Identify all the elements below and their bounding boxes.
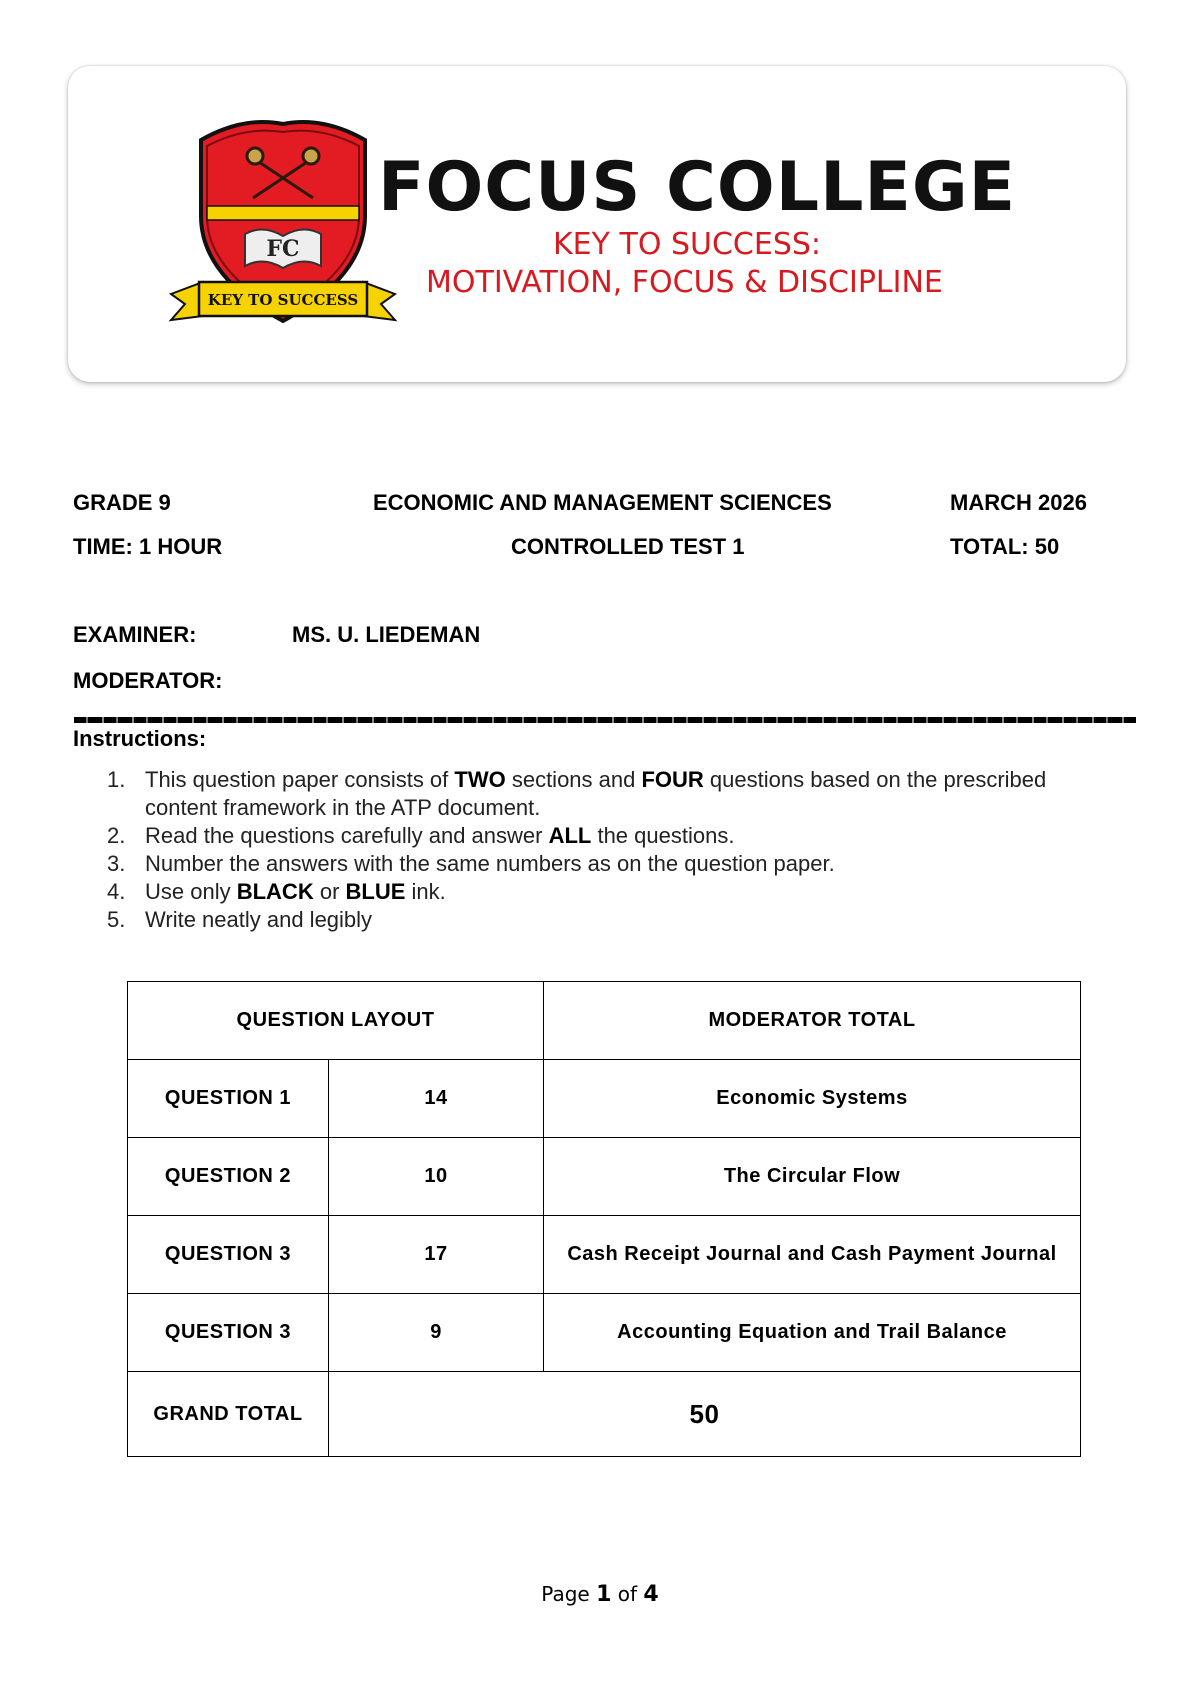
page-current: 1 [596, 1582, 612, 1607]
date-label: MARCH 2026 [950, 490, 1087, 515]
marks-cell: 14 [329, 1060, 544, 1138]
question-cell: QUESTION 2 [128, 1138, 329, 1216]
header-banner [68, 66, 1126, 382]
marks-cell: 17 [329, 1216, 544, 1294]
moderator-label: MODERATOR: [73, 668, 223, 693]
of-word: of [617, 1582, 638, 1606]
page-word: Page [541, 1582, 590, 1606]
instruction-item: 5. Write neatly and legibly [107, 907, 373, 932]
topic-cell: Economic Systems [544, 1060, 1081, 1138]
page-footer [0, 1582, 1200, 1607]
question-cell: QUESTION 3 [128, 1294, 329, 1372]
section-divider [74, 717, 1136, 723]
topic-cell: The Circular Flow [544, 1138, 1081, 1216]
table-row [128, 1294, 1081, 1372]
motto-line-2: MOTIVATION, FOCUS & DISCIPLINE [426, 265, 943, 300]
question-layout-header: QUESTION LAYOUT [128, 982, 544, 1060]
instruction-item: 3. Number the answers with the same numbers as on the question paper. [107, 851, 835, 876]
grade-label: GRADE 9 [73, 490, 171, 515]
svg-text:KEY TO SUCCESS: KEY TO SUCCESS [207, 291, 359, 309]
svg-text:FC: FC [266, 236, 300, 262]
table-row [128, 1216, 1081, 1294]
moderator-total-header: MODERATOR TOTAL [544, 982, 1081, 1060]
instructions-list [105, 766, 1065, 934]
marks-cell: 10 [329, 1138, 544, 1216]
time-label: TIME: 1 HOUR [73, 534, 223, 559]
table-header-row [128, 982, 1081, 1060]
topic-cell: Cash Receipt Journal and Cash Payment Journal [544, 1216, 1081, 1294]
examiner-label: EXAMINER: [73, 622, 197, 647]
marks-cell: 9 [329, 1294, 544, 1372]
grand-total-value: 50 [329, 1372, 1081, 1457]
page-total: 4 [643, 1582, 659, 1607]
question-layout-table [127, 981, 1081, 1457]
college-name: FOCUS COLLEGE [378, 148, 1017, 227]
examiner-name: MS. U. LIEDEMAN [292, 622, 481, 647]
college-crest-logo [163, 106, 403, 346]
instruction-item: 2. Read the questions carefully and answer ALL the questions. [107, 823, 735, 848]
test-label: CONTROLLED TEST 1 [511, 534, 745, 559]
grand-total-label: GRAND TOTAL [128, 1372, 329, 1457]
question-cell: QUESTION 1 [128, 1060, 329, 1138]
subject-label: ECONOMIC AND MANAGEMENT SCIENCES [373, 490, 832, 515]
table-row [128, 1138, 1081, 1216]
total-label: TOTAL: 50 [950, 534, 1060, 559]
instruction-item: 4. Use only BLACK or BLUE ink. [107, 879, 446, 904]
motto-line-1: KEY TO SUCCESS: [553, 227, 822, 262]
topic-cell: Accounting Equation and Trail Balance [544, 1294, 1081, 1372]
table-row [128, 1060, 1081, 1138]
question-cell: QUESTION 3 [128, 1216, 329, 1294]
instructions-title: Instructions: [73, 726, 207, 751]
instruction-item: 1. This question paper consists of TWO sections and FOUR questions based on the prescribed content framework in the ATP document. [107, 767, 1047, 820]
grand-total-row [128, 1372, 1081, 1457]
